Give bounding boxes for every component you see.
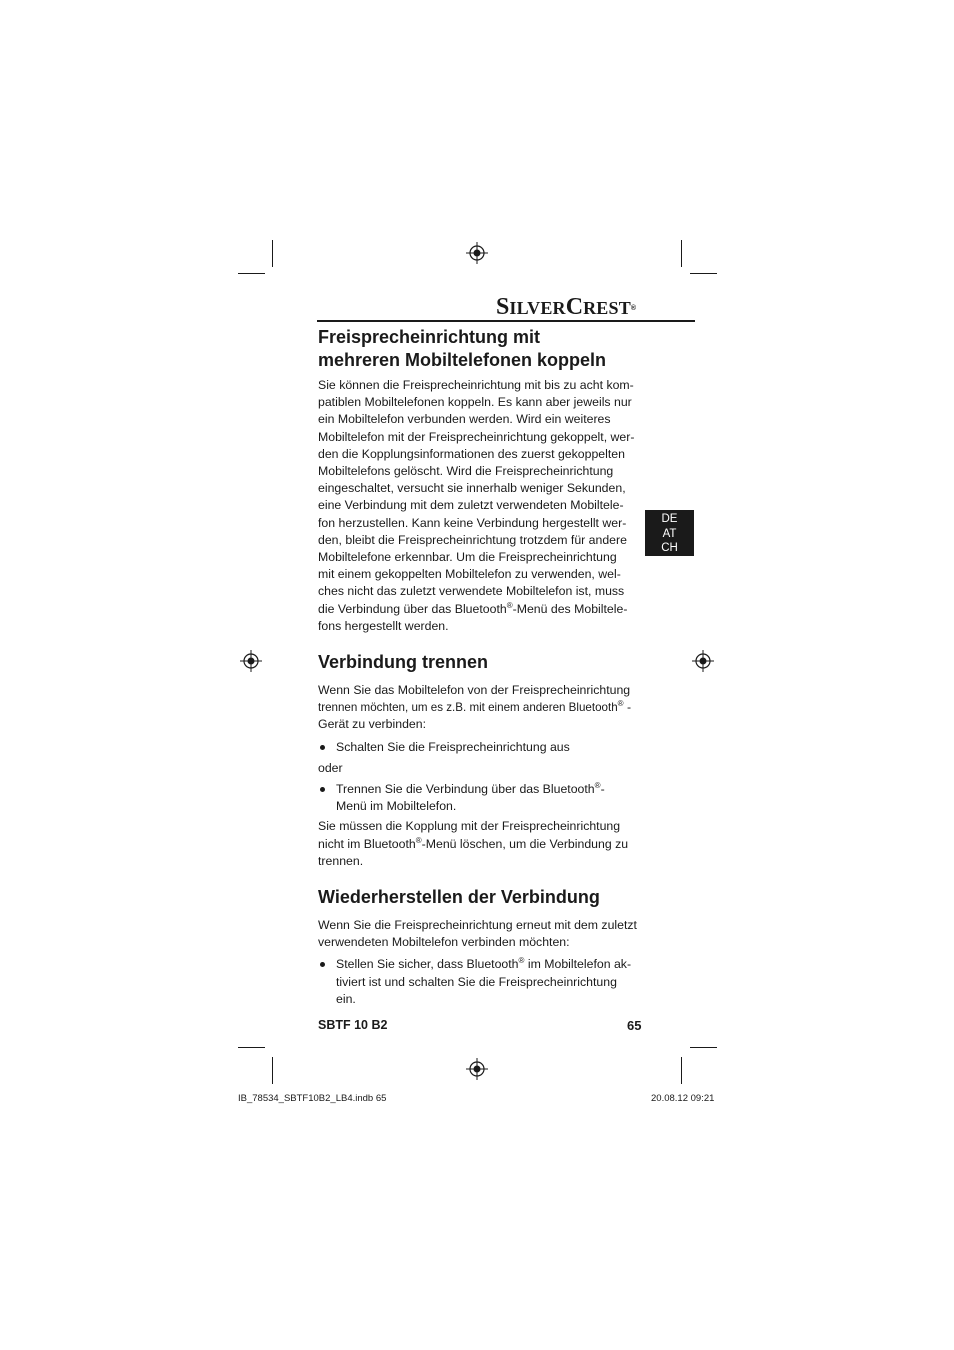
crop-mark-bottom-right-v (681, 1057, 682, 1084)
list-item: Stellen Sie sicher, dass Bluetooth® im Mobiltelefon ak- tiviert ist und schalten Sie die Freisprecheinrichtung ein. (318, 956, 638, 1008)
crop-mark-top-right-v (681, 240, 682, 267)
list-item: Schalten Sie die Freisprecheinrichtung aus (318, 739, 638, 756)
body-text: Sie können die Freisprecheinrichtung mit bis zu acht kom- patiblen Mobiltelefonen koppeln. Es kann aber jeweils nur ein Mobiltelefon verbunden werden. Wird ein weiteres Mobiltelefon mit der Freisprecheinrichtung gekoppelt, wer- den die Kopplungsinformationen des zuerst gekoppelten Mobiltelefons gelöscht. Wird die Freisprecheinrichtung eingeschaltet, versucht sie innerhalb weniger Sekunden, eine Verbindung mit dem zuletzt verwendeten Mobiltele- fon herzustellen. Kann keine Verbindung hergestellt wer- den, bleibt die Freisprecheinrichtung trotzdem für andere Mobiltelefone erkennbar. Um die Freisprecheinrichtung mit einem gekoppelten Mobiltelefon zu verwenden, wel- ches nicht das zuletzt verwendete Mobiltelefon ist, muss die Verbindung über das Bluetooth®-Menü des Mobiltele- fons hergestellt werden. (318, 378, 635, 633)
silvercrest-logo: SILVERCREST® (496, 294, 637, 320)
crop-mark-bottom-right-h (690, 1047, 717, 1048)
crop-mark-top-left-v (272, 240, 273, 267)
crop-mark-top-left-h (238, 273, 265, 274)
language-code: CH (661, 542, 678, 554)
language-code: DE (661, 513, 678, 525)
registration-mark-icon (466, 242, 488, 264)
language-tab (645, 510, 694, 556)
section-title: Freisprecheinrichtung mit mehreren Mobiltelefonen koppeln (318, 327, 607, 370)
crop-mark-top-right-h (690, 273, 717, 274)
section-title: Wiederherstellen der Verbindung (318, 887, 600, 908)
print-slug-file: IB_78534_SBTF10B2_LB4.indb 65 (238, 1093, 387, 1104)
page-content (318, 326, 638, 1008)
body-text: oder (318, 760, 343, 775)
registration-mark-icon (240, 650, 262, 672)
registration-mark-icon (692, 650, 714, 672)
header-rule (317, 320, 695, 322)
crop-mark-bottom-left-h (238, 1047, 265, 1048)
print-slug-date: 20.08.12 09:21 (651, 1093, 715, 1104)
language-code: AT (662, 527, 677, 540)
registration-mark-icon (466, 1058, 488, 1080)
section-title: Verbindung trennen (318, 652, 489, 673)
body-text: Wenn Sie das Mobiltelefon von der Freisprecheinrichtung trennen möchten, um es z.B. mit einem anderen Bluetooth® - Gerät zu verbinden: (318, 683, 632, 732)
page-number: 65 (627, 1018, 642, 1033)
crop-mark-bottom-left-v (272, 1057, 273, 1084)
body-text: Wenn Sie die Freisprecheinrichtung erneut mit dem zuletzt verwendeten Mobiltelefon verbinden möchten: (318, 918, 637, 950)
body-text: Sie müssen die Kopplung mit der Freisprecheinrichtung nicht im Bluetooth®-Menü löschen, um die Verbindung zu trennen. (318, 819, 629, 868)
list-item: Trennen Sie die Verbindung über das Bluetooth®- Menü im Mobiltelefon. (318, 781, 638, 815)
model-number: SBTF 10 B2 (318, 1018, 388, 1032)
